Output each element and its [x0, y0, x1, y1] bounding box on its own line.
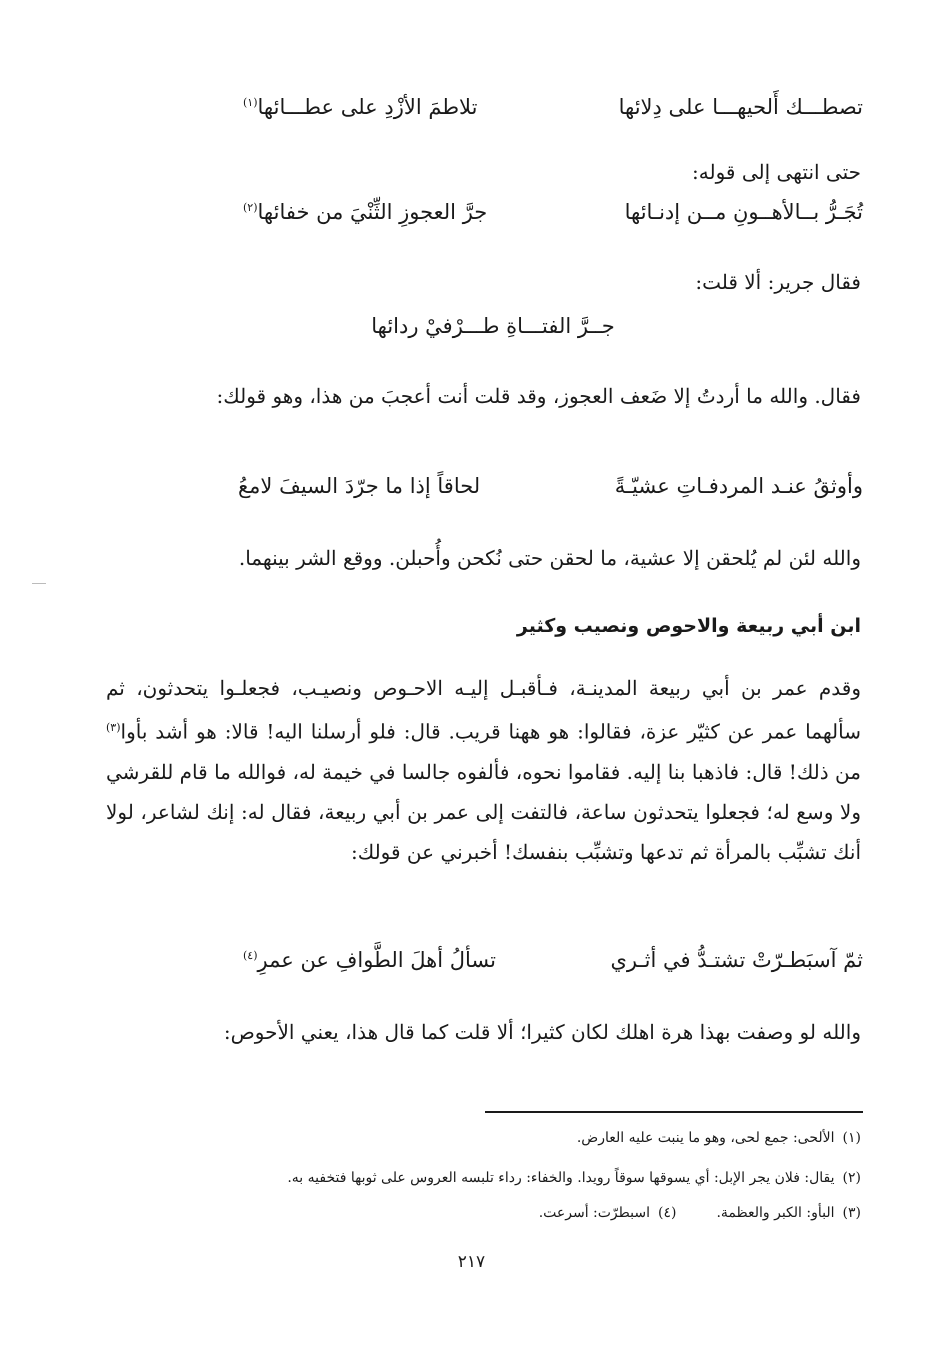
footnote-2: (٢)يقال: فلان يجر الإبل: أي يسوقها سوقاً رويدا. والخفاء: رداء تلبسه العروس على ثوبها فتخفيه به. [287, 1170, 861, 1186]
paragraph-1: فقال. والله ما أردتُ إلا ضَعف العجوز، وقد قلت أنت أعجبَ من هذا، وهو قولك: [216, 384, 861, 408]
footnote-ref-2: (٢) [243, 201, 258, 214]
footnote-3-4: (٣)البأو: الكبر والعظمة.(٤)اسبطرّت: أسرعت. [538, 1205, 861, 1221]
verse-4-right-hemistich: وأوثقُ عنـد المردفـاتِ عشيّـةً [614, 474, 863, 498]
footnote-1: (١)الألحى: جمع لحى، وهو ما ينبت عليه العارض. [576, 1130, 861, 1146]
footnote-rule [485, 1111, 863, 1113]
line-until: حتى انتهى إلى قوله: [692, 160, 861, 184]
verse-4 [238, 474, 863, 498]
verse-3-hemistich: جــرَّ الفتـــاةِ طـــرْفيْ ردائها [371, 314, 615, 338]
verse-1 [243, 95, 863, 119]
verse-2 [243, 200, 863, 224]
page-number: ٢١٧ [457, 1252, 486, 1272]
verse-2-left-hemistich: جرَّ العجوزِ الثِّنْيَ من خفائها$^{(٢)}$ [243, 200, 488, 224]
paragraph-4: والله لو وصفت بهذا هرة اهلك لكان كثيرا؛ ألا قلت كما قال هذا، يعني الأحوص: [223, 1020, 861, 1044]
scan-speck [32, 583, 46, 584]
verse-5 [243, 948, 863, 972]
line-jarir: فقال جرير: ألا قلت: [695, 270, 861, 294]
verse-1-right-hemistich: تصطـــك أَلحيهـــا على دِلائها [618, 95, 863, 119]
verse-5-right-hemistich: ثمّ آسبَطـرّتْ تشتـدُّ في أثـري [610, 948, 863, 972]
paragraph-2: والله لئن لم يُلحقن إلا عشية، ما لحقن حتى نُكحن وأُحبلن. ووقع الشر بينهما. [238, 546, 861, 570]
verse-3 [323, 314, 663, 338]
paragraph-3: وقدم عمر بن أبي ربيعة المدينـة، فـأقبـل إليـه الاحـوص ونصيـب، فجعلـوا يتحدثون، ثم سألهما عمر عن كثيّر عزة، فقالوا: هو ههنا قريب. قال: فلو أرسلنا اليه! قالا: هو أشد بأوا$^{(٣)}$ من ذلك! قال: فاذهبا بنا إليه. فقاموا نحوه، فألفوه جالسا في خيمة له، فوالله ما قام للقرشي ولا وسع له؛ فجعلوا يتحدثون ساعة، فالتفت إلى عمر بن أبي ربيعة، فقال له: إنك لشاعر، لولا أنك تشبِّب بالمرأة ثم تدعها وتشبِّب بنفسك! أخبرني عن قولك: [106, 676, 861, 864]
verse-1-left-hemistich: تلاطمَ الأزْدِ على عطـــائها$^{(١)}$ [243, 95, 478, 119]
footnote-ref-3: (٣) [106, 721, 121, 734]
footnote-ref-4: (٤) [243, 949, 258, 962]
verse-2-right-hemistich: تُجَـرُّ بــالأهــونِ مــن إدنـائها [624, 200, 863, 224]
section-heading: ابن أبي ربيعة والاحوص ونصيب وكثير [516, 615, 861, 637]
verse-4-left-hemistich: لحاقاً إذا ما جرّدَ السيفَ لامعُ [238, 474, 481, 498]
verse-5-left-hemistich: تسألُ أهلَ الطَّوافِ عن عمرِ$^{(٤)}$ [243, 948, 496, 972]
footnote-ref-1: (١) [243, 96, 258, 109]
